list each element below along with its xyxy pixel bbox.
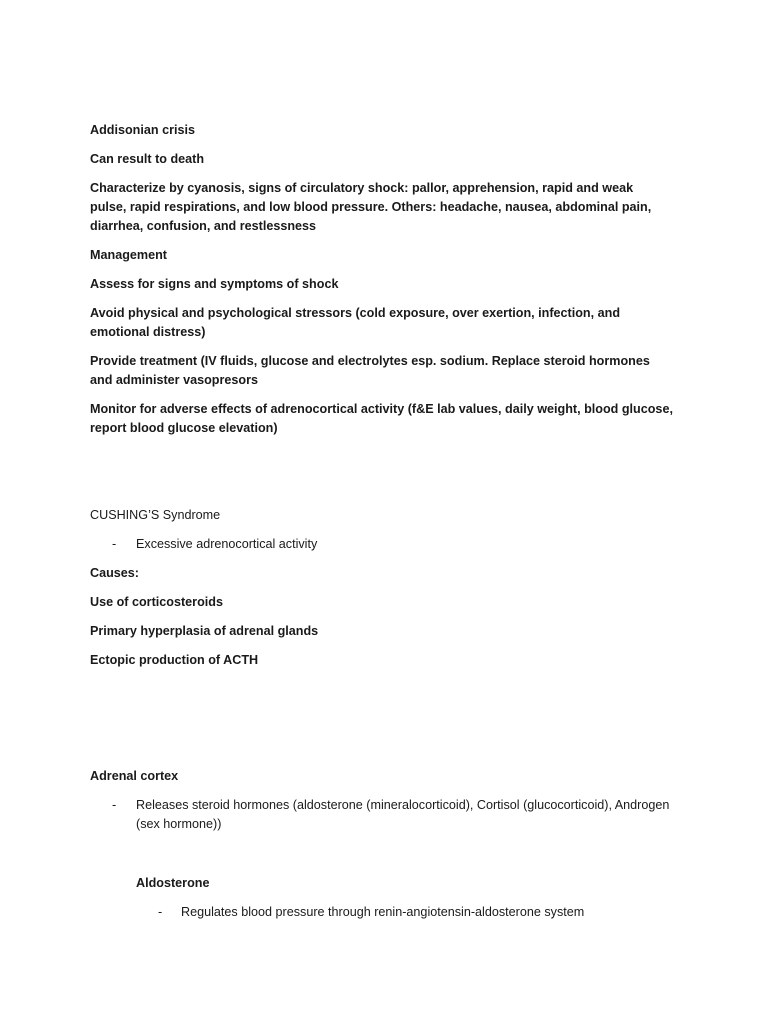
addisonian-title: Addisonian crisis xyxy=(90,123,195,137)
causes-title: Causes: xyxy=(90,566,139,580)
addisonian-line-2: Characterize by cyanosis, signs of circulatory shock: pallor, apprehension, rapid and weak pulse, rapid respirations, and low blood pressure. Others: headache, nausea, abdominal pain, diarrhea, confusion, and restlessness xyxy=(90,181,652,233)
cause-item-2: Primary hyperplasia of adrenal glands xyxy=(90,624,319,638)
management-item-3: Provide treatment (IV fluids, glucose and electrolytes esp. sodium. Replace steroid hormones and administer vasopresors xyxy=(90,354,650,387)
management-item-1: Assess for signs and symptoms of shock xyxy=(90,277,339,291)
aldosterone-title: Aldosterone xyxy=(136,876,210,890)
bullet-dash: - xyxy=(158,905,163,919)
aldosterone-bullet-1-text: Regulates blood pressure through renin-angiotensin-aldosterone system xyxy=(181,905,585,919)
adrenal-bullet-1 xyxy=(112,796,692,834)
cause-item-1: Use of corticosteroids xyxy=(90,595,223,609)
management-item-4: Monitor for adverse effects of adrenocortical activity (f&E lab values, daily weight, blood glucose, report blood glucose elevation) xyxy=(90,402,673,435)
management-title: Management xyxy=(90,248,167,262)
adrenal-cortex-title: Adrenal cortex xyxy=(90,769,179,783)
cushings-title: CUSHING’S Syndrome xyxy=(90,508,221,522)
addisonian-line-1: Can result to death xyxy=(90,152,205,166)
bullet-dash: - xyxy=(112,537,117,551)
cushings-bullet-1-text: Excessive adrenocortical activity xyxy=(136,537,318,551)
management-item-2: Avoid physical and psychological stressors (cold exposure, over exertion, infection, and emotional distress) xyxy=(90,306,621,339)
adrenal-bullet-1-text: Releases steroid hormones (aldosterone (mineralocorticoid), Cortisol (glucocorticoid), Androgen (sex hormone)) xyxy=(136,798,670,831)
bullet-dash: - xyxy=(112,798,117,812)
cause-item-3: Ectopic production of ACTH xyxy=(90,653,259,667)
